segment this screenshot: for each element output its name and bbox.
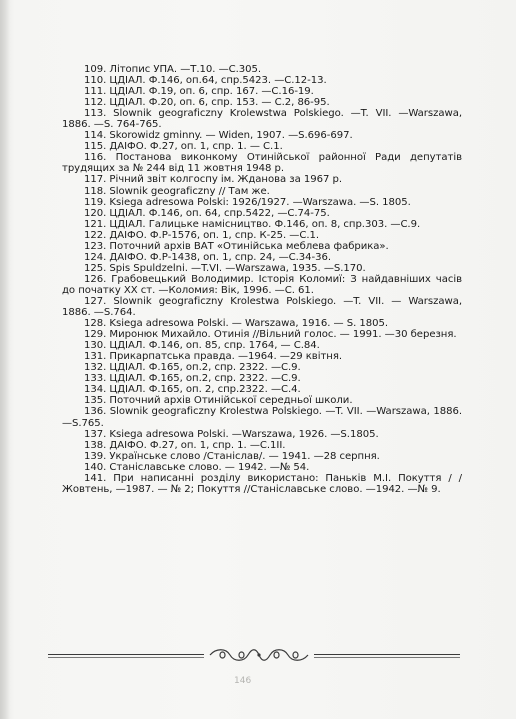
footnote-129: 129. Миронюк Михайло. Отинія //Вільний голос. — 1991. —30 березня. (84, 329, 457, 341)
footnote-111: 111. ЦДІАЛ. Ф.19, оп. 6, спр. 167. —С.16-19. (84, 86, 314, 98)
decorative-flourish-icon (206, 647, 312, 663)
footnote-135: 135. Поточний архів Отинійської середньої школи. (84, 395, 353, 407)
footnote-127: 127. Slownik geograficzny Krolestwa Polskiego. —T. VII. — Warszawa, 1886. —S.764. (62, 295, 462, 319)
footnotes-list (62, 64, 462, 495)
footnote-140: 140. Станіславське слово. — 1942. —№ 54. (84, 461, 310, 473)
footnote-138: 138. ДАІФО. Ф.27, оп. 1, спр. 1. —С.1ІІ. (84, 439, 286, 451)
footnote-112: 112. ЦДІАЛ. Ф.20, оп. 6, спр. 153. — С.2, 86-95. (84, 97, 330, 109)
footnote-139: 139. Українське слово /Станіслав/. — 1941. —28 серпня. (84, 450, 380, 462)
footnote-123: 123. Поточний архів ВАТ «Отинійська меблева фабрика». (84, 240, 389, 252)
footnote-116: 116. Постанова виконкому Отинійської районної Ради депутатів трудящих за № 244 від 11 жовтня 1948 р. (62, 152, 462, 175)
footnote-114: 114. Skorowidz gminny. — Widen, 1907. —S.696-697. (84, 130, 353, 142)
footnote-126: 126. Грабовецький Володимир. Історія Коломиї: З найдавніших часів до початку XX ст. —Коломия: Вік, 1996. —С. 61. (62, 273, 462, 296)
footnote-128: 128. Ksiega adresowa Polski. — Warszawa, 1916. — S. 1805. (84, 318, 389, 330)
footnote-132: 132. ЦДІАЛ. Ф.165, оп.2, спр. 2322. —С.9. (84, 362, 301, 374)
divider-rule-left (48, 654, 204, 655)
footnote-122: 122. ДАІФО. Ф.Р-1576, оп. 1, спр. К-25. —С.1. (84, 229, 320, 241)
footnote-113: 113. Slownik geograficzny Krolewstwa Polskiego. —T. VII. —Warszawa, 1886. —S. 764-765. (62, 108, 462, 131)
footnote-120: 120. ЦДІАЛ. Ф.146, оп. 64, спр.5422, —С.74-75. (84, 207, 330, 219)
footnote-124: 124. ДАІФО. Ф.Р-1438, оп. 1, спр. 24, —С.34-36. (84, 251, 332, 263)
footnote-136: 136. Slownik geograficzny Krolestwa Polskiego. —T. VII. —Warszawa, 1886. —S.765. (62, 406, 462, 429)
footnote-131: 131. Прикарпатська правда. —1964. —29 квітня. (84, 351, 343, 363)
footnote-133: 133. ЦДІАЛ. Ф.165, оп.2, спр. 2322. —С.9. (84, 373, 301, 385)
divider-rule-right (314, 654, 460, 655)
page-number: 146 (234, 676, 252, 686)
footnote-115: 115. ДАІФО. Ф.27, оп. 1, спр. 1. — С.1. (84, 141, 283, 153)
footnote-137: 137. Ksiega adresowa Polski. —Warszawa, 1926. —S.1805. (84, 428, 379, 440)
footnote-109: 109. Літопис УПА. —Т.10. —С.305. (84, 64, 262, 75)
section-divider (48, 647, 460, 663)
footnote-130: 130. ЦДІАЛ. Ф.146, оп. 85, спр. 1764, — С.84. (84, 340, 320, 352)
footnote-141: 141. При написанні розділу використано: Паньків М.І. Покуття / /Жовтень, —1987. — № 2; Покуття //Станіславське слово. —1942. —№ 9. (62, 472, 462, 495)
footnote-121: 121. ЦДІАЛ. Галицьке намісництво. Ф.146, оп. 8, спр.303. —С.9. (84, 218, 421, 230)
footnote-118: 118. Slownik geograficzny // Там же. (84, 185, 270, 197)
footnote-110: 110. ЦДІАЛ. Ф.146, оп.64, спр.5423. —С.12-13. (84, 75, 327, 87)
footnote-125: 125. Spis Spuldzelni. —T.VI. —Warszawa, 1935. —S.170. (84, 262, 366, 274)
footnote-117: 117. Річний звіт колгоспу ім. Жданова за 1967 р. (84, 174, 343, 186)
footnote-134: 134. ЦДІАЛ. Ф.165, оп. 2, спр.2322. —С.4. (84, 384, 301, 396)
footnote-119: 119. Ksiega adresowa Polski: 1926/1927. —Warszawa. —S. 1805. (84, 196, 411, 208)
